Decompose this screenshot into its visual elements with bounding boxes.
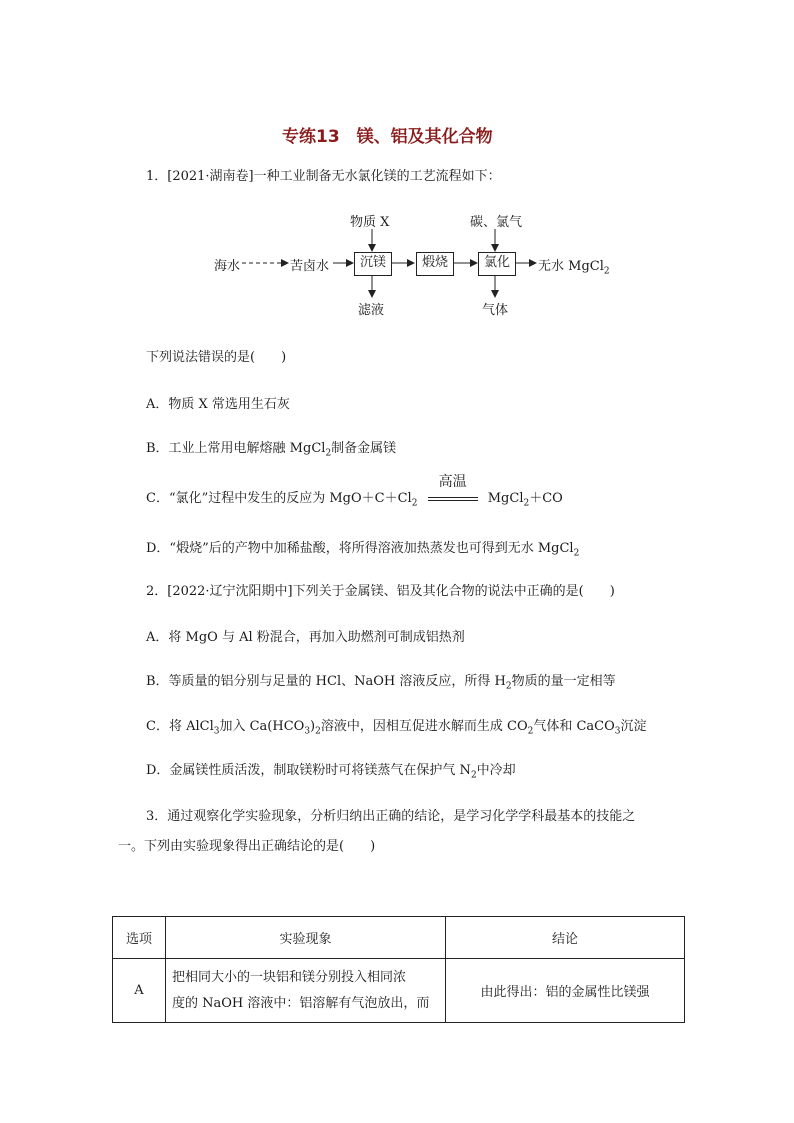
q3-stem-line1: 3．通过观察化学实验现象，分析归纳出正确的结论，是学习化学学科最基本的技能之 (146, 809, 636, 824)
flow-carbon-input: 碳、氯气 (470, 215, 523, 230)
flow-seawater: 海水 (214, 259, 241, 274)
flow-calcine-box: 煅烧 (416, 252, 454, 276)
q2-stem: 2．[2022·辽宁沈阳期中]下列关于金属镁、铝及其化合物的说法中正确的是( ) (146, 584, 615, 599)
table-header-row (113, 917, 685, 959)
row-phenomenon: 把相同大小的一块铝和镁分别投入相同浓 度的 NaOH 溶液中：铝溶解有气泡放出，而 (166, 959, 446, 1023)
q2-option-a: A．将 MgO 与 Al 粉混合，再加入助燃剂可制成铝热剂 (146, 630, 465, 645)
q3-table (112, 916, 685, 1023)
row-option: A (113, 959, 166, 1023)
flow-filtrate: 滤液 (358, 303, 385, 318)
header-phenomenon: 实验现象 (166, 917, 446, 959)
reaction-condition: 高温 (428, 491, 478, 506)
flow-x-input: 物质 X (350, 215, 390, 230)
header-option: 选项 (113, 917, 166, 959)
q1-prompt: 下列说法错误的是( ) (146, 350, 287, 365)
row-conclusion: 由此得出：铝的金属性比镁强 (446, 959, 685, 1023)
flow-precip-box: 沉镁 (354, 252, 392, 276)
q1-option-a: A．物质 X 常选用生石灰 (146, 397, 290, 412)
header-conclusion: 结论 (446, 917, 685, 959)
process-flow-diagram (210, 205, 620, 320)
q2-option-c: C．将 AlCl$_3$加入 $Ca(HCO_3)_2$溶液中，因相互促进水解而生成 $CO_2$气体和 CaCO$_3$沉淀 (146, 719, 647, 737)
q3-stem-line2: 一。下列由实验现象得出正确结论的是( ) (118, 839, 376, 854)
flow-product: 无水 MgCl$_2$ (538, 259, 610, 277)
q1-option-b: B．工业上常用电解熔融 MgCl$_2$制备金属镁 (146, 441, 397, 459)
q1-stem: 1．[2021·湖南卷]一种工业制备无水氯化镁的工艺流程如下： (146, 169, 501, 184)
q1-option-d: D．“煅烧”后的产物中加稀盐酸，将所得溶液加热蒸发也可得到无水 MgCl$_2$ (146, 541, 580, 559)
q2-option-b: B．等质量的铝分别与足量的 HCl、NaOH 溶液反应，所得 $H_2$物质的量一定相等 (146, 674, 616, 692)
table-row (113, 959, 685, 1023)
flow-chlorinate-box: 氯化 (478, 252, 516, 276)
page-title: 专练13 镁、铝及其化合物 (282, 127, 493, 147)
q1-option-c: C．“氯化”过程中发生的反应为 $MgO+C+Cl_2$ 高温 MgCl$_2$＋CO (146, 474, 563, 509)
q2-option-d: D．金属镁性质活泼，制取镁粉时可将镁蒸气在保护气 $N_2$中冷却 (146, 763, 516, 781)
flow-gas: 气体 (482, 303, 509, 318)
flow-bittern: 苦卤水 (290, 259, 330, 274)
